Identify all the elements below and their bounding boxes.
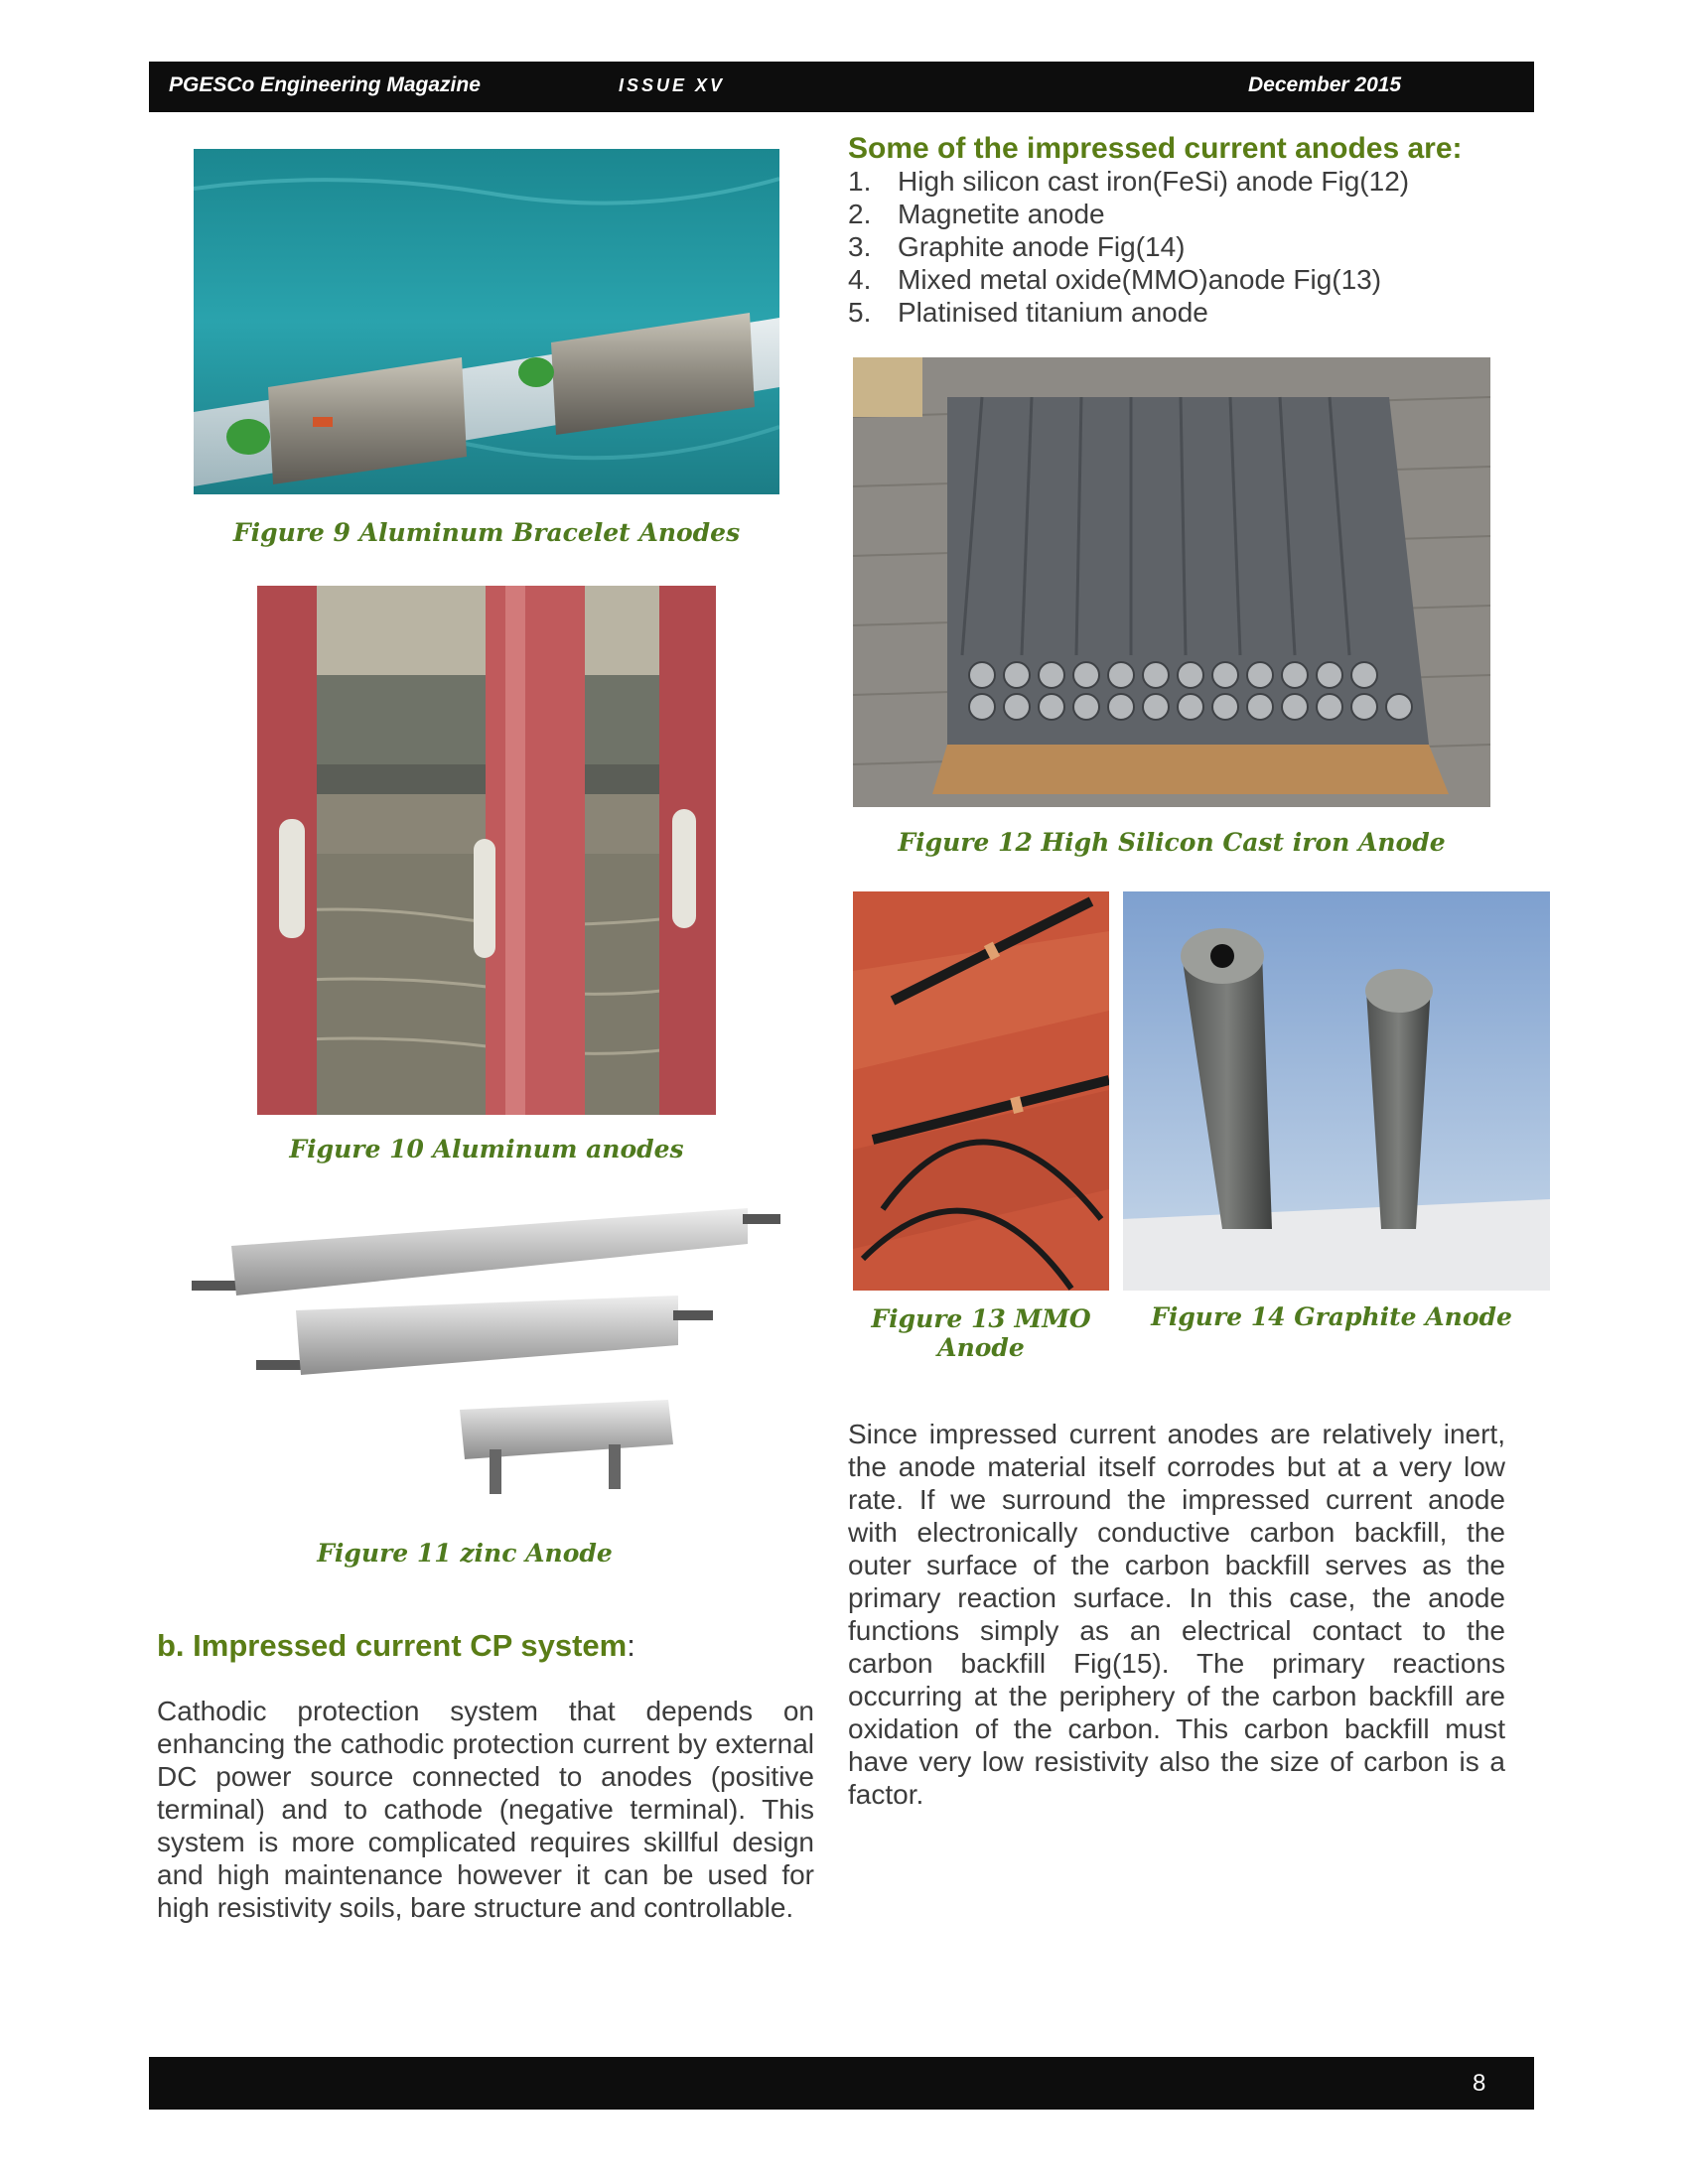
- issue-date: December 2015: [1248, 73, 1402, 96]
- figure-12-image: [853, 357, 1490, 807]
- figure-9-image: [194, 149, 779, 494]
- figure-10-image: [257, 586, 716, 1115]
- figure-11-image: [192, 1186, 782, 1514]
- section-heading-text: b. Impressed current CP system: [157, 1628, 628, 1663]
- figure-13-caption-line1: Figure 13 MMO: [871, 1304, 1091, 1333]
- figure-13-image: [853, 891, 1109, 1291]
- left-paragraph: Cathodic protection system that depends on enhancing the cathodic protection current by external DC power source connected to anodes (positive terminal) and to cathode (negative terminal). This system is more complicated requires skillful design and high maintenance however it can be used for high resistivity soils, bare structure and controllable.: [157, 1696, 814, 1923]
- figure-9-caption: Figure 9 Aluminum Bracelet Anodes: [232, 518, 741, 547]
- list-item: 1. High silicon cast iron(FeSi) anode Fig(12): [848, 166, 1410, 197]
- figure-12-caption: Figure 12 High Silicon Cast iron Anode: [898, 828, 1446, 857]
- figure-14-image: [1123, 891, 1550, 1291]
- header-bar: [149, 62, 1534, 112]
- anodes-list: [848, 165, 1493, 329]
- issue-label: ISSUE XV: [619, 75, 726, 95]
- list-item: 2. Magnetite anode: [848, 199, 1105, 229]
- section-heading: [157, 1628, 635, 1664]
- magazine-title: PGESCo Engineering Magazine: [169, 73, 481, 96]
- section-heading-colon: :: [627, 1628, 635, 1663]
- list-item: 5. Platinised titanium anode: [848, 297, 1208, 328]
- list-item: 3. Graphite anode Fig(14): [848, 231, 1186, 262]
- anodes-heading: Some of the impressed current anodes are:: [848, 132, 1463, 165]
- list-item: 4. Mixed metal oxide(MMO)anode Fig(13): [848, 264, 1382, 295]
- figure-11-caption: Figure 11 zinc Anode: [317, 1539, 613, 1568]
- figure-13-caption: [853, 1304, 1109, 1362]
- footer-bar: [149, 2057, 1534, 2110]
- figure-13-caption-line2: Anode: [937, 1333, 1025, 1362]
- page-number: 8: [1473, 2070, 1486, 2097]
- figure-14-caption: Figure 14 Graphite Anode: [1151, 1302, 1512, 1331]
- figure-10-caption: Figure 10 Aluminum anodes: [289, 1135, 684, 1163]
- right-paragraph: Since impressed current anodes are relatively inert, the anode material itself corrodes but at a very low rate. If we surround the impressed current anode with electronically conductive carbon backfill, the outer surface of the carbon backfill serves as the primary reaction surface. In this case, the anode functions simply as an electrical contact to the carbon backfill Fig(15). The primary reactions occurring at the periphery of the carbon backfill are oxidation of the carbon. This carbon backfill must have very low resistivity also the size of carbon is a factor.: [848, 1419, 1505, 1810]
